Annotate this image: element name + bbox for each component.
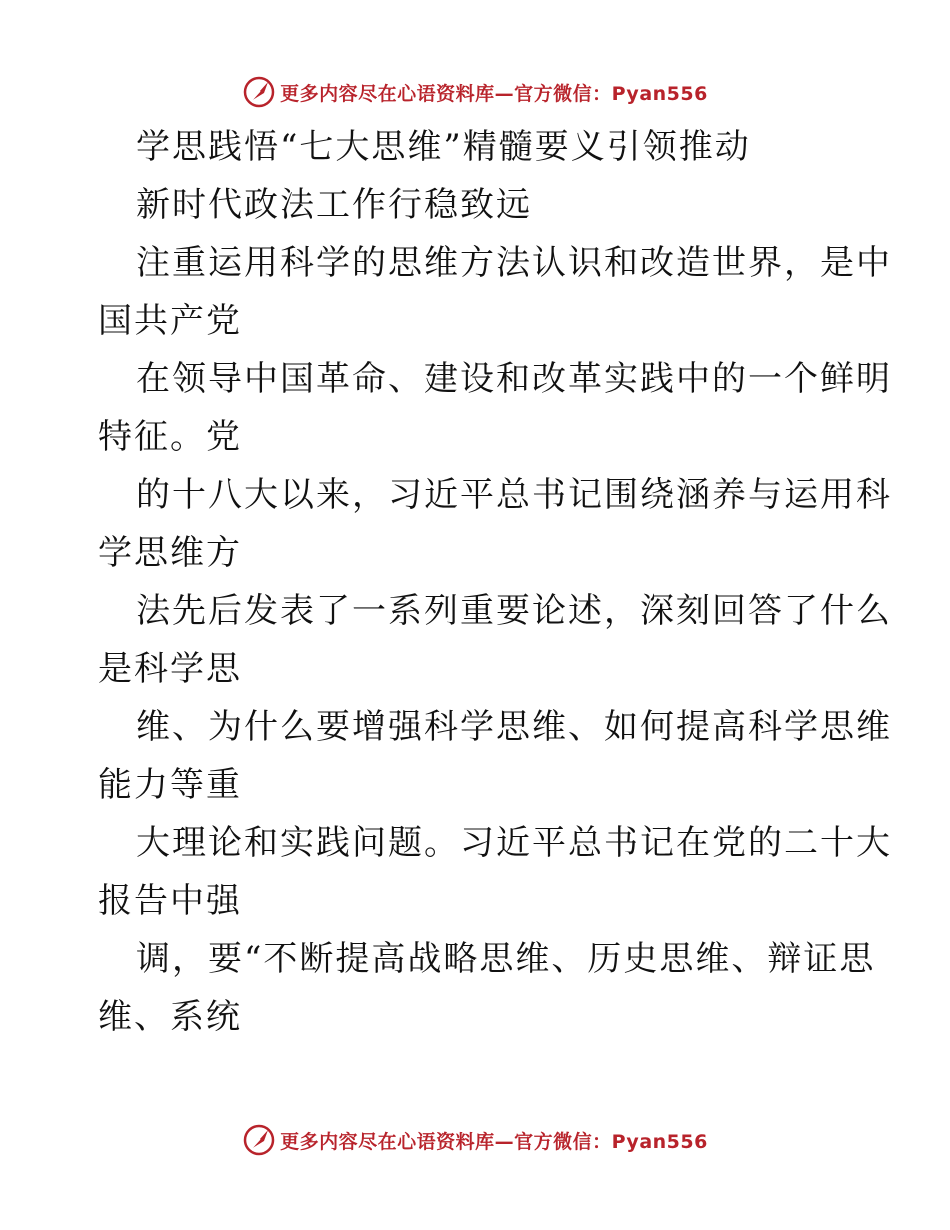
- watermark-text: 更多内容尽在心语资料库—官方微信：Pyan556: [280, 1130, 708, 1153]
- quill-logo-icon: [242, 75, 276, 109]
- header-watermark: [0, 72, 950, 112]
- text-line: 在领导中国革命、建设和改革实践中的一个鲜明: [136, 359, 892, 399]
- document-body: [98, 118, 892, 1046]
- watermark-text: 更多内容尽在心语资料库—官方微信：Pyan556: [280, 82, 708, 105]
- text-line: 调，要“不断提高战略思维、历史思维、辩证思: [136, 939, 876, 979]
- text-line: 的十八大以来，习近平总书记围绕涵养与运用科: [136, 475, 892, 515]
- text-line: 维、系统: [98, 997, 242, 1037]
- text-line: 报告中强: [98, 881, 242, 921]
- text-line: 大理论和实践问题。习近平总书记在党的二十大: [136, 823, 892, 863]
- text-line: 学思践悟“七大思维”精髓要义引领推动: [136, 127, 751, 167]
- text-line: 特征。党: [98, 417, 242, 457]
- quill-logo-icon: [242, 1123, 276, 1157]
- text-line: 法先后发表了一系列重要论述，深刻回答了什么: [136, 591, 892, 631]
- text-line: 学思维方: [98, 533, 242, 573]
- text-line: 能力等重: [98, 765, 242, 805]
- text-line: 是科学思: [98, 649, 242, 689]
- text-line: 维、为什么要增强科学思维、如何提高科学思维: [136, 707, 892, 747]
- text-line: 新时代政法工作行稳致远: [136, 185, 532, 225]
- text-line: 国共产党: [98, 301, 242, 341]
- footer-watermark: [0, 1120, 950, 1160]
- text-line: 注重运用科学的思维方法认识和改造世界，是中: [136, 243, 892, 283]
